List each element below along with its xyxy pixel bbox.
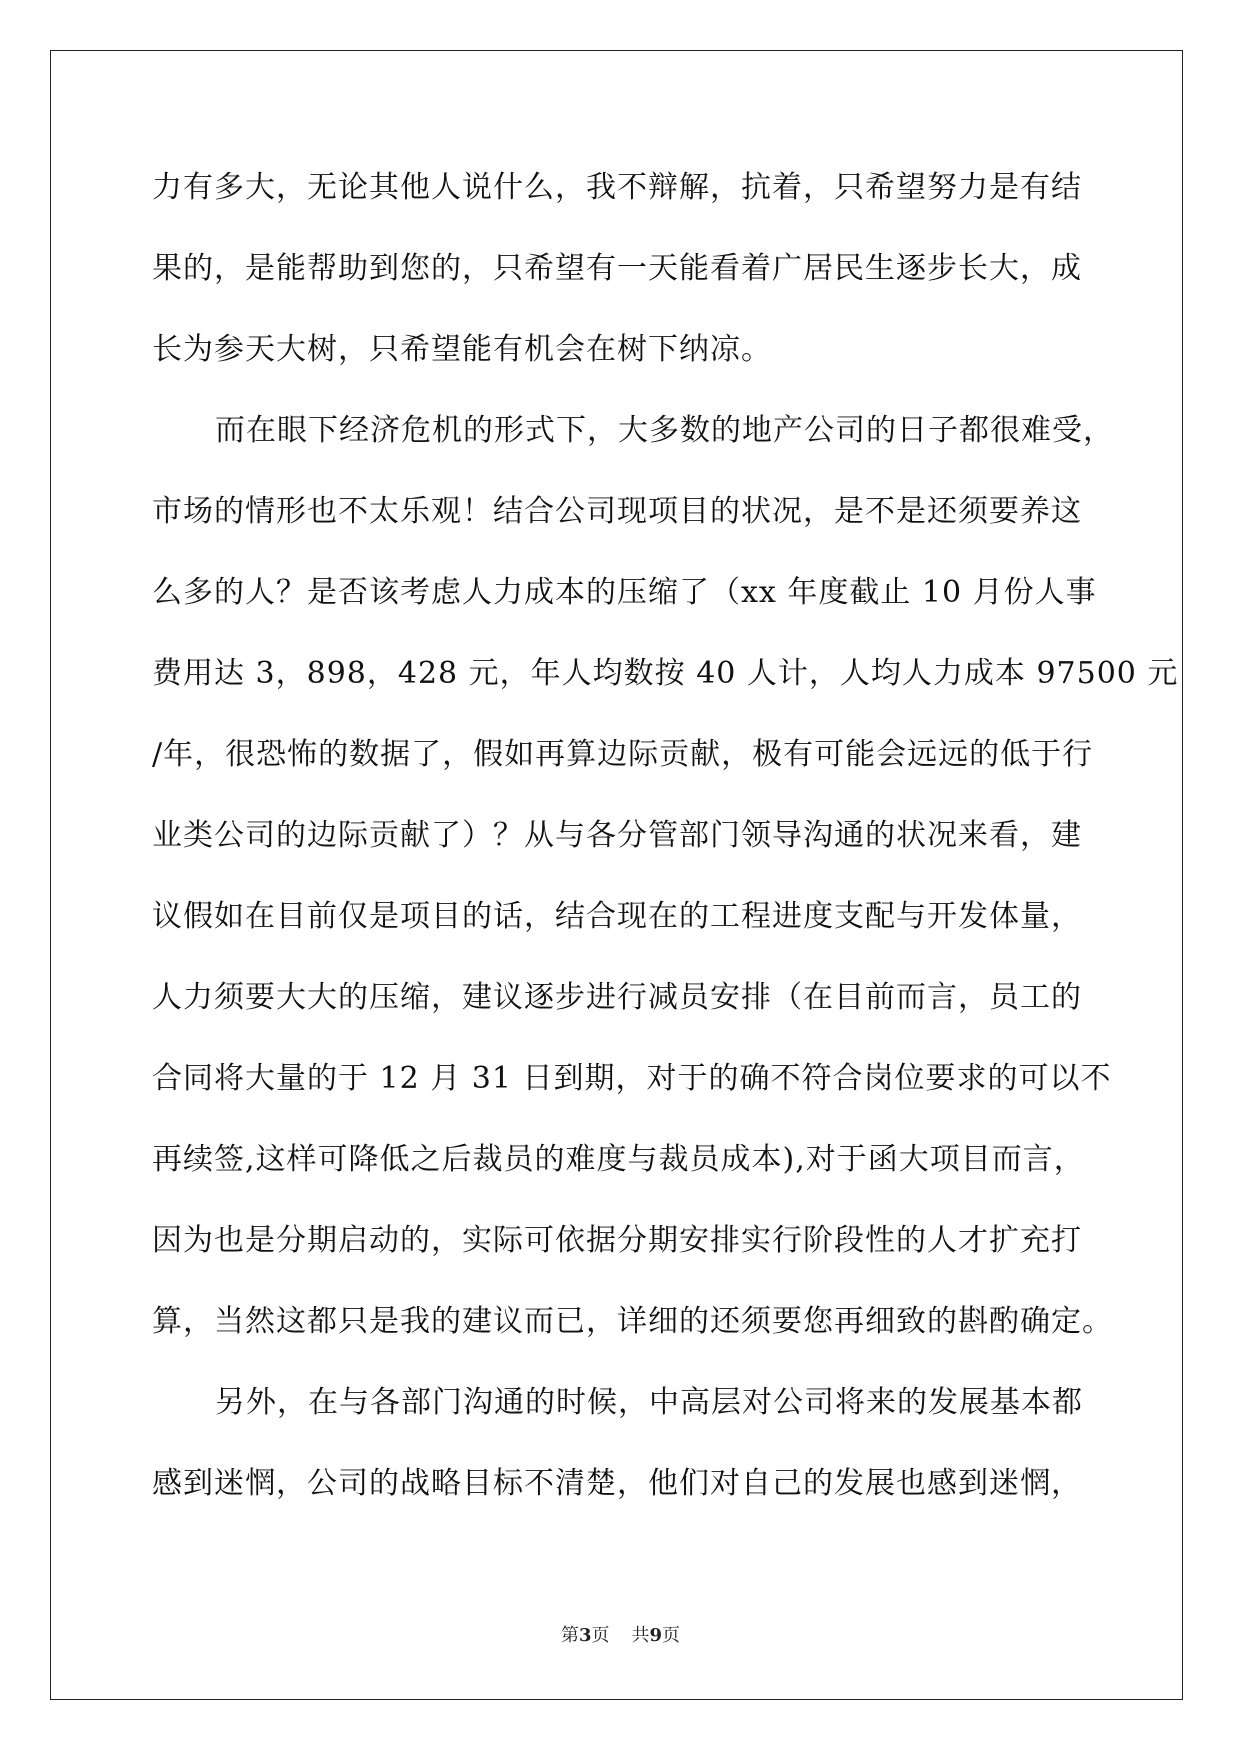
total-prefix: 共	[631, 1625, 650, 1646]
page-footer	[0, 1621, 1241, 1647]
text-line: 么多的人？是否该考虑人力成本的压缩了（xx 年度截止 10 月份人事	[152, 575, 1097, 610]
page-suffix: 页	[591, 1625, 610, 1646]
text-line: 力有多大，无论其他人说什么，我不辩解，抗着，只希望努力是有结	[152, 170, 1082, 205]
text-line: 议假如在目前仅是项目的话，结合现在的工程进度支配与开发体量，	[152, 899, 1082, 934]
text-line: 合同将大量的于 12 月 31 日到期，对于的确不符合岗位要求的可以不	[152, 1061, 1112, 1096]
text-line: /年，很恐怖的数据了，假如再算边际贡献，极有可能会远远的低于行	[152, 737, 1094, 772]
page-prefix: 第	[560, 1625, 579, 1646]
page-total-number: 9	[649, 1625, 663, 1646]
text-line: 算，当然这都只是我的建议而已，详细的还须要您再细致的斟酌确定。	[152, 1304, 1113, 1339]
total-suffix: 页	[662, 1625, 681, 1646]
text-line: 长为参天大树，只希望能有机会在树下纳凉。	[152, 332, 772, 367]
text-line: 因为也是分期启动的，实际可依据分期安排实行阶段性的人才扩充打	[152, 1223, 1082, 1258]
text-line: 果的，是能帮助到您的，只希望有一天能看着广居民生逐步长大，成	[152, 251, 1082, 286]
paragraph-first-line: 另外，在与各部门沟通的时候，中高层对公司将来的发展基本都	[215, 1385, 1083, 1420]
text-line: 业类公司的边际贡献了）？从与各分管部门领导沟通的状况来看，建	[152, 818, 1082, 853]
text-line: 人力须要大大的压缩，建议逐步进行减员安排（在目前而言，员工的	[152, 980, 1082, 1015]
text-line: 市场的情形也不太乐观！结合公司现项目的状况，是不是还须要养这	[152, 494, 1082, 529]
text-line: 再续签,这样可降低之后裁员的难度与裁员成本),对于函大项目而言，	[152, 1142, 1085, 1177]
text-line: 费用达 3，898，428 元，年人均数按 40 人计，人均人力成本 97500 元	[152, 656, 1179, 691]
page-current-number: 3	[578, 1625, 592, 1646]
document-body	[152, 168, 1179, 1545]
text-line: 感到迷惘，公司的战略目标不清楚，他们对自己的发展也感到迷惘，	[152, 1466, 1082, 1501]
paragraph-first-line: 而在眼下经济危机的形式下，大多数的地产公司的日子都很难受，	[215, 413, 1114, 448]
